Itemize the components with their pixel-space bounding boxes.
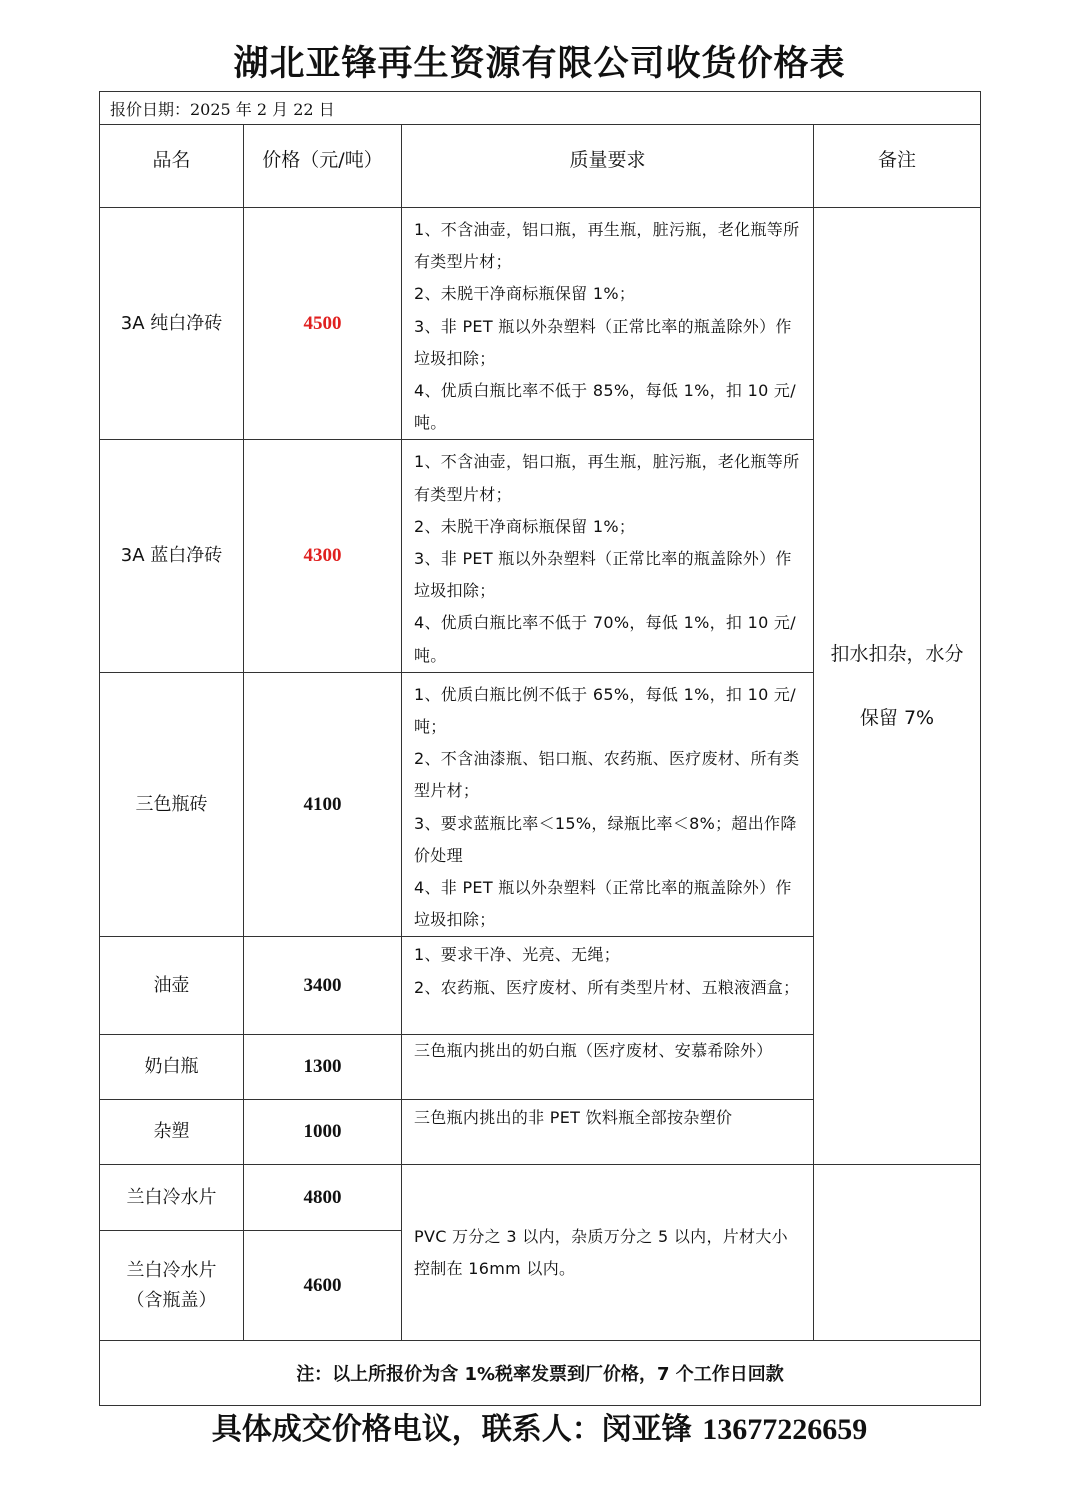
page-title: 湖北亚锋再生资源有限公司收货价格表 [233,44,846,84]
requirement-line: 三色瓶内挑出的非 PET 饮料瓶全部按杂塑价 [414,1108,733,1128]
quality-requirements [402,1100,814,1165]
remark-line: 保留 7% [859,707,935,730]
requirement-line: 2、未脱干净商标瓶保留 1%； [414,284,636,304]
table-row [100,1165,981,1231]
quality-requirements [402,937,814,1035]
product-name: 油壶 [100,937,244,1035]
requirement-line: 3、非 PET 瓶以外杂塑料（正常比率的瓶盖除外）作垃圾扣除； [414,316,792,368]
requirement-line: 1、要求干净、光亮、无绳； [414,945,621,965]
requirement-line: 4、优质白瓶比率不低于 85%，每低 1%，扣 10 元/吨。 [414,381,796,433]
quality-requirements [402,440,814,672]
requirement-line: 4、非 PET 瓶以外杂塑料（正常比率的瓶盖除外）作垃圾扣除； [414,878,792,930]
product-name: 3A 蓝白净砖 [100,440,244,672]
quality-requirements [402,1165,814,1341]
price-table [99,91,981,1406]
requirement-line: 2、农药瓶、医疗废材、所有类型片材、五粮液酒盒； [414,977,800,997]
requirement-line: 2、未脱干净商标瓶保留 1%； [414,516,636,536]
note-row [100,1341,981,1406]
requirement-line: 三色瓶内挑出的奶白瓶（医疗废材、安慕希除外） [414,1041,773,1061]
product-name: 三色瓶砖 [100,672,244,937]
product-price: 4100 [244,672,402,937]
requirement-line: 2、不含油漆瓶、铝口瓶、农药瓶、医疗废材、所有类型片材； [414,749,800,801]
table-row [100,208,981,440]
product-price: 4600 [244,1231,402,1341]
requirement-line: PVC 万分之 3 以内，杂质万分之 5 以内，片材大小控制在 16mm 以内。 [414,1226,788,1278]
product-name-line: 兰白冷水片 [126,1259,217,1281]
remark-cell [814,208,981,1165]
product-price: 3400 [244,937,402,1035]
quote-date: 报价日期：2025 年 2 月 22 日 [100,92,981,125]
product-price: 1000 [244,1100,402,1165]
header-price: 价格（元/吨） [244,125,402,208]
product-price: 4500 [244,208,402,440]
price-note: 注：以上所报价为含 1%税率发票到厂价格，7 个工作日回款 [100,1341,981,1406]
quality-requirements [402,208,814,440]
requirement-line: 1、优质白瓶比例不低于 65%，每低 1%，扣 10 元/吨； [414,684,796,737]
requirement-line: 4、优质白瓶比率不低于 70%，每低 1%，扣 10 元/吨。 [414,613,796,665]
contact-text: 具体成交价格电议，联系人：闵亚锋 [211,1412,692,1447]
remark-empty [814,1165,981,1341]
contact-footer [0,1404,1079,1448]
quality-requirements [402,672,814,937]
requirement-line: 1、不含油壶，铝口瓶，再生瓶，脏污瓶，老化瓶等所有类型片材； [414,452,800,504]
product-name [100,1231,244,1341]
date-row [100,92,981,125]
contact-phone: 13677226659 [702,1413,868,1446]
product-name: 奶白瓶 [100,1035,244,1100]
requirement-line: 1、不含油壶，铝口瓶，再生瓶，脏污瓶，老化瓶等所有类型片材； [414,220,800,272]
header-quality: 质量要求 [402,125,814,208]
product-price: 4300 [244,440,402,672]
header-name: 品名 [100,125,244,208]
header-remark: 备注 [814,125,981,208]
remark-line: 扣水扣杂，水分 [830,643,964,666]
product-name-line: （含瓶盖） [126,1289,217,1311]
product-price: 1300 [244,1035,402,1100]
requirement-line: 3、非 PET 瓶以外杂塑料（正常比率的瓶盖除外）作垃圾扣除； [414,549,792,601]
quality-requirements [402,1035,814,1100]
product-name: 3A 纯白净砖 [100,208,244,440]
header-row [100,125,981,208]
product-name: 兰白冷水片 [100,1165,244,1231]
product-price: 4800 [244,1165,402,1231]
product-name: 杂塑 [100,1100,244,1165]
requirement-line: 3、要求蓝瓶比率＜15%，绿瓶比率＜8%；超出作降价处理 [414,813,797,865]
